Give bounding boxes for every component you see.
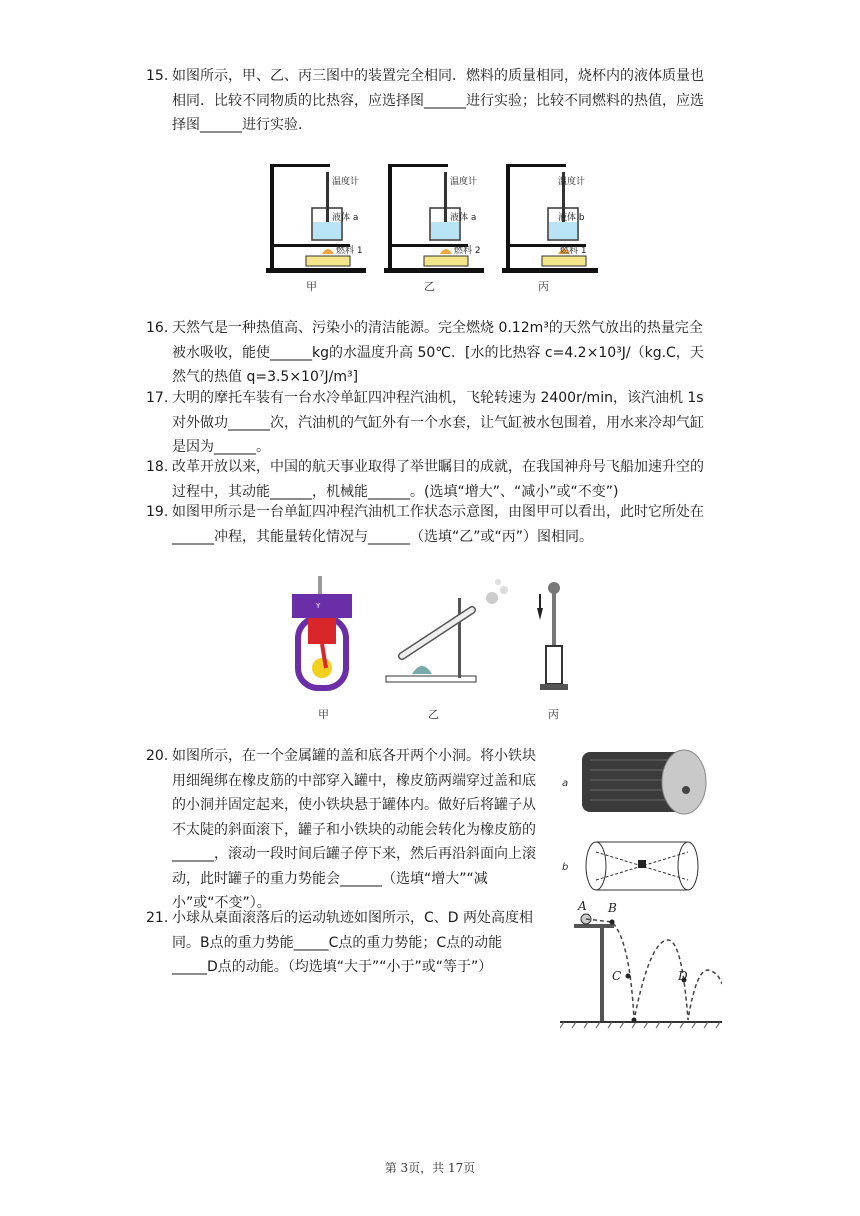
label-thermometer-3: 温度计 bbox=[558, 177, 586, 187]
question-text: 改革开放以来，中国的航天事业取得了举世瞩目的成就，在我国神舟号飞船加速升空的过程中，其动能______，机械能______。(选填“增大”、“减小”或“不变”) bbox=[172, 459, 704, 500]
can-photo bbox=[582, 750, 706, 814]
testtube-yi bbox=[386, 579, 508, 682]
heating-setup-diagram bbox=[262, 158, 598, 298]
figure-rolling-can bbox=[556, 740, 720, 900]
trajectory-diagram bbox=[560, 900, 722, 1030]
label-fuel-3: 燃料 1 bbox=[560, 246, 587, 256]
caption-jia: 甲 bbox=[306, 280, 317, 293]
label-fuel-1: 燃料 1 bbox=[336, 246, 363, 256]
question-18 bbox=[146, 455, 706, 504]
engine-jia bbox=[292, 576, 352, 688]
can-diagram bbox=[556, 740, 720, 900]
label-fuel-2: 燃料 2 bbox=[454, 246, 481, 256]
label-liquid-3: 液体 b bbox=[558, 213, 585, 223]
caption-jia: 甲 bbox=[318, 708, 329, 721]
question-number: 17. bbox=[146, 390, 169, 406]
question-number: 16. bbox=[146, 320, 169, 336]
caption-bing: 丙 bbox=[538, 280, 549, 293]
point-c: C bbox=[612, 969, 622, 983]
question-21 bbox=[146, 906, 544, 980]
figure-engine-comparison bbox=[282, 568, 582, 728]
caption-yi: 乙 bbox=[424, 280, 435, 293]
question-19 bbox=[146, 500, 706, 549]
question-text: 如图甲所示是一台单缸四冲程汽油机工作状态示意图，由图甲可以看出，此时它所处在______冲程，其能量转化情况与______（选填“乙”或“丙”）图相同。 bbox=[172, 504, 704, 545]
question-17 bbox=[146, 386, 706, 460]
label-thermometer-2: 温度计 bbox=[450, 177, 478, 187]
figure-heating-experiment bbox=[262, 158, 598, 298]
point-d: D bbox=[678, 969, 688, 983]
question-text: 如图所示，甲、乙、丙三图中的装置完全相同．燃料的质量相同，烧杯内的液体质量也相同．比较不同物质的比热容，应选择图______进行实验；比较不同燃料的热值，应选择图______进行实验． bbox=[172, 68, 704, 133]
question-text: 小球从桌面滚落后的运动轨迹如图所示，C、D 两处高度相同。B点的重力势能_____C点的重力势能；C点的动能 _____D点的动能。（均选填“大于”“小于”或“等于”） bbox=[172, 910, 534, 975]
caption-yi: 乙 bbox=[428, 708, 439, 721]
label-a: a bbox=[562, 778, 569, 789]
question-16 bbox=[146, 316, 706, 390]
label-liquid-1: 液体 a bbox=[332, 213, 359, 223]
label-liquid-2: 液体 a bbox=[450, 213, 477, 223]
question-text: 大明的摩托车装有一台水冷单缸四冲程汽油机，飞轮转速为 2400r/min，该汽油机 1s 对外做功______次，汽油机的气缸外有一个水套，让气缸被水包围着，用水来冷却气缸是因为______。 bbox=[172, 390, 704, 455]
question-15 bbox=[146, 64, 706, 138]
can-schematic bbox=[586, 842, 698, 890]
question-number: 15. bbox=[146, 68, 169, 84]
question-text: 天然气是一种热值高、污染小的清洁能源。完全燃烧 0.12m³的天然气放出的热量完全被水吸收，能使______kg的水温度升高 50℃．[水的比热容 c=4.2×10³J/（kg.C，天然气的热值 q=3.5×10⁷J/m³] bbox=[172, 320, 704, 385]
label-b: b bbox=[562, 862, 569, 873]
page-footer: 第 3页，共 17页 bbox=[384, 1161, 476, 1175]
question-number: 18. bbox=[146, 459, 169, 475]
question-20 bbox=[146, 744, 544, 916]
figure-ball-trajectory bbox=[560, 900, 722, 1030]
piston-bing bbox=[537, 582, 568, 690]
caption-bing: 丙 bbox=[548, 708, 559, 721]
question-text: 如图所示，在一个金属罐的盖和底各开两个小洞。将小铁块用细绳绑在橡皮筋的中部穿入罐中，橡皮筋两端穿过盖和底的小洞并固定起来，使小铁块悬于罐体内。做好后将罐子从不太陡的斜面滚下，罐子和小铁块的动能会转化为橡皮筋的______，滚动一段时间后罐子停下来，然后再沿斜面向上滚动，此时罐子的重力势能会______（选填“增大”“减小”或“不变”）。 bbox=[172, 748, 536, 911]
question-number: 21. bbox=[146, 910, 169, 926]
point-b: B bbox=[608, 901, 617, 915]
label-thermometer-1: 温度计 bbox=[332, 177, 360, 187]
point-a: A bbox=[578, 900, 587, 913]
engine-mark: Y bbox=[316, 602, 321, 610]
question-number: 20. bbox=[146, 748, 169, 764]
question-number: 19. bbox=[146, 504, 169, 520]
engine-diagram bbox=[282, 568, 582, 728]
